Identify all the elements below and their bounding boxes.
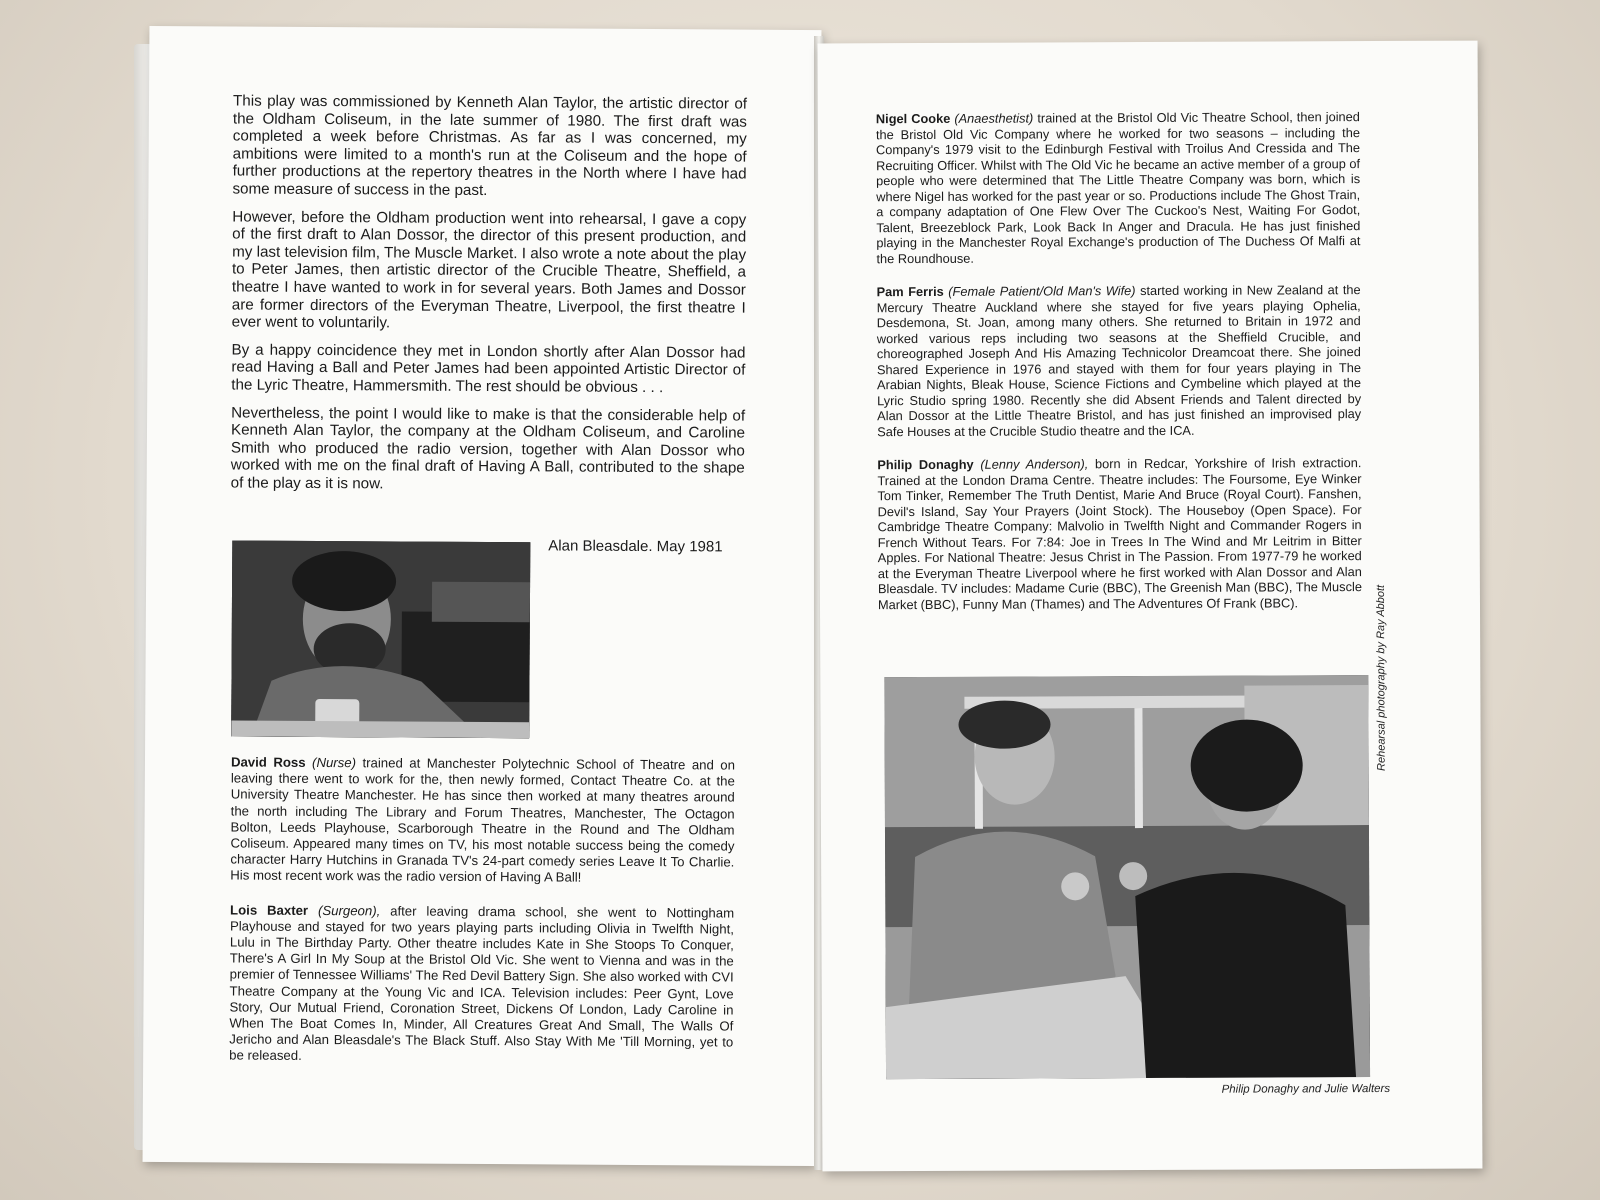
bio-nigel-cooke <box>876 109 1361 266</box>
actor-role: (Anaesthetist) <box>954 110 1034 126</box>
bio-paragraph <box>876 109 1361 266</box>
intro-paragraph-3: By a happy coincidence they met in London shortly after Alan Dossor had read Having a Ball and Peter James had been appointed Artistic Director of the Lyric Theatre, Hammersmith. The rest should be obvious . . . <box>231 341 746 397</box>
actor-role: (Nurse) <box>312 754 357 771</box>
photo-credit: Rehearsal photography by Ray Abbott <box>1374 584 1388 772</box>
actor-name: David Ross <box>230 754 306 770</box>
author-note <box>231 92 747 505</box>
bio-david-ross <box>230 754 735 887</box>
author-signature: Alan Bleasdale. May 1981 <box>548 537 723 556</box>
bio-text: born in Redcar, Yorkshire of Irish extraction. Trained at the London Drama Centre. Theatre includes: The Foursome, Eye Winker Tom Tinker, Remember The Truth Dentist, Marie And Bruce (Royal Court). Fanshen, Devil's Island, Say Your Prayers (Joint Stock). The Houseboy (Open Space). For Cambridge Theatre Company: Malvolio in Twelfth Night and Commander Rogers in French Without Tears. For 7:84: Joe in Trees In The Wind and Mr Leitrim in Bitter Apples. For National Theatre: Jesus Christ in The Passion. From 1977-79 he worked at the Everyman Theatre Liverpool where he first worked with Alan Dossor and Alan Bleasdale. TV includes: Madame Curie (BBC), The Greenish Man (BBC), The Muscle Market (BBC), Funny Man (Thames) and The Adventures Of Frank (BBC). <box>877 455 1362 612</box>
rehearsal-illustration <box>884 675 1370 1079</box>
left-cast-bios <box>229 754 735 1085</box>
bio-paragraph <box>877 455 1362 612</box>
actor-role: (Female Patient/Old Man's Wife) <box>948 283 1136 299</box>
intro-paragraph-2: However, before the Oldham production went into rehearsal, I gave a copy of the first draft to Alan Dossor, the director of this present production, and my last television film, The Muscle Market. I also wrote a note about the play to Peter James, then artistic director of the Crucible Theatre, Sheffield, a theatre I have wanted to work in for several years. Both James and Dossor are former directors of the Everyman Theatre, Liverpool, the first theatre I ever went to voluntarily. <box>231 208 747 332</box>
portrait-illustration <box>231 540 530 738</box>
actor-role: (Lenny Anderson), <box>980 456 1089 472</box>
actor-name: Lois Baxter <box>230 902 309 918</box>
actor-name: Pam Ferris <box>876 283 944 300</box>
bio-text: trained at Manchester Polytechnic School of Theatre and on leaving there went to work for the, then newly formed, Contact Theatre Co. at the University Theatre Manchester. He has since then worked at many theatres around the north including The Library and Forum Theatres, Manchester, The Octagon Bolton, Leeds Playhouse, Scarborough Theatre in the Round and The Oldham Coliseum. Appeared many times on TV, his most notable success being the comedy character Harry Hutchins in Granada TV's 24-part comedy series Leave It To Charlie. His most recent work was the radio version of Having A Ball! <box>230 755 736 886</box>
bio-text: after leaving drama school, she went to Nottingham Playhouse and stayed for two years playing parts including Olivia in Twelfth Night, Lulu in The Birthday Party. Other theatre includes Kate in She Stoops To Conquer, There's A Girl In My Soup at the Bristol Old Vic. She went to Vienna and was in the premier of Tennessee Williams' The Red Devil Battery Sign. She also worked with CVI Theatre Company at the Young Vic and ICA. Television includes: Peer Gynt, Love Story, Our Mutual Friend, Coronation Street, Dickens Of London, Lady Caroline in When The Boat Comes In, Minder, All Creatures Great And Small, The Walls Of Jericho and Alan Bleasdale's The Black Stuff. Also Stay With Me 'Till Morning, yet to be released. <box>229 903 735 1064</box>
intro-paragraph-1: This play was commissioned by Kenneth Alan Taylor, the artistic director of the Oldham Coliseum, in the late summer of 1980. The first draft was completed a week before Christmas. As far as I was concerned, my ambitions were limited to a month's run at the Coliseum and the hope of further productions at the repertory theatres in the North where I have had some measure of success in the past. <box>232 92 748 199</box>
bio-paragraph <box>229 902 734 1067</box>
author-portrait-photo <box>231 540 530 738</box>
bio-lois-baxter <box>229 902 734 1067</box>
bio-text: trained at the Bristol Old Vic Theatre School, then joined the Bristol Old Vic Company where he worked for two seasons – including the Company's 1979 visit to the Edinburgh Festival with Troilus And Cressida and The Recruiting Officer. Whilst with The Old Vic he became an active member of a group of people who were determined that The Little Theatre Company was born, which is where Nigel has worked for the past year or so. Productions include The Ghost Train, a company adaptation of One Flew Over The Cuckoo's Nest, Waiting For Godot, Talent, Breezeblock Park, Look Back In Anger and Dracula. He has just finished playing in the Manchester Royal Exchange's production of The Duchess Of Malfi at the Roundhouse. <box>875 109 1361 266</box>
actor-role: (Surgeon), <box>317 902 381 919</box>
actor-name: Nigel Cooke <box>875 110 951 127</box>
bio-text: started working in New Zealand at the Mercury Theatre Auckland where she stayed for five years playing Ophelia, Desdemona, St. Joan, among many others. She returned to Britain in 1972 and worked various reps including two seasons at the Sheffield Crucible, and choreographed Joseph And His Amazing Technicolor Dreamcoat there. She joined Shared Experience in 1976 and stayed with them for four years playing in The Arabian Nights, Bleak House, Science Fictions and Cymbeline which played at the Lyric Studio spring 1980. Recently she did Absent Friends and Talent directed by Alan Dossor at the Little Theatre Bristol, and has just finished an improvised play Safe Houses at the Crucible Studio theatre and the ICA. <box>876 282 1362 439</box>
right-page <box>818 41 1483 1172</box>
actor-name: Philip Donaghy <box>877 456 974 473</box>
bio-pam-ferris <box>877 282 1362 439</box>
bio-philip-donaghy <box>877 455 1362 612</box>
left-page <box>143 26 822 1166</box>
photo-caption: Philip Donaghy and Julie Walters <box>1221 1082 1391 1096</box>
intro-paragraph-4: Nevertheless, the point I would like to make is that the considerable help of Kenneth Alan Taylor, the company at the Oldham Coliseum, and Caroline Smith who produced the radio version, together with Alan Dossor who worked with me on the final draft of Having A Ball, contributed to the shape of the play as it is now. <box>230 403 746 493</box>
right-cast-bios <box>876 109 1362 630</box>
bio-paragraph <box>230 754 735 887</box>
bio-paragraph <box>877 282 1362 439</box>
rehearsal-photo <box>884 675 1370 1079</box>
